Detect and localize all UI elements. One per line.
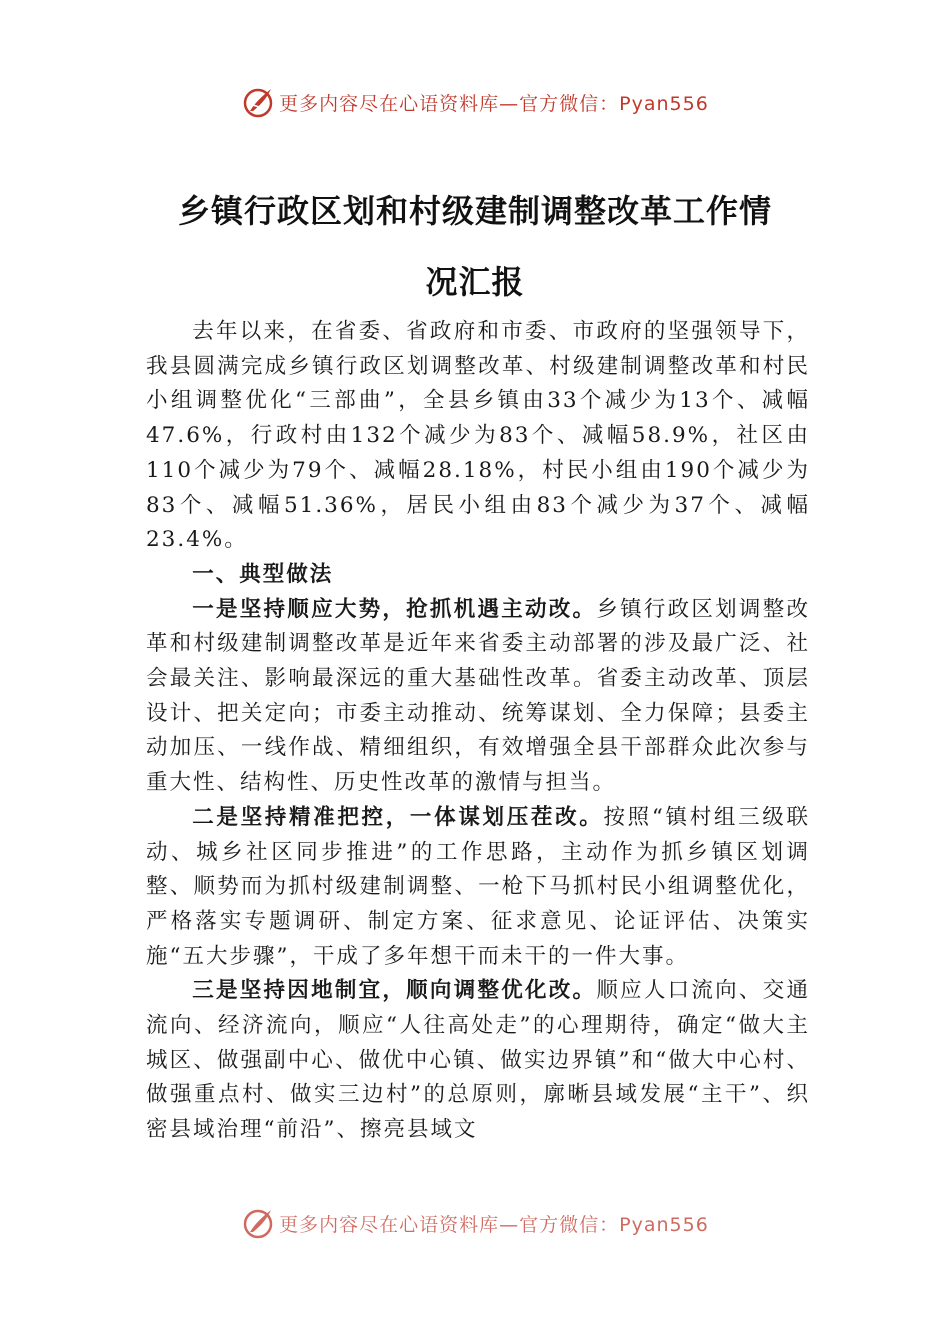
intro-paragraph: 去年以来，在省委、省政府和市委、市政府的坚强领导下，我县圆满完成乡镇行政区划调整改革、村级建制调整改革和村民小组调整优化“三部曲”，全县乡镇由33个减少为13个、减幅47.6%，行政村由132个减少为83个、减幅58.9%，社区由110个减少为79个、减幅28.18%，村民小组由190个减少为83个、减幅51.36%，居民小组由83个减少为37个、减幅23.4%。 xyxy=(146,319,810,553)
item-2-body: 按照“镇村组三级联动、城乡社区同步推进”的工作思路，主动作为抓乡镇区划调整、顺势而为抓村级建制调整、一枪下马抓村民小组调整优化，严格落实专题调研、制定方案、征求意见、论证评估、决策实施“五大步骤”，干成了多年想干而未干的一件大事。 xyxy=(146,804,810,969)
quill-logo-icon xyxy=(241,1206,275,1240)
item-3-lead: 三是坚持因地制宜，顺向调整优化改。 xyxy=(192,978,597,1004)
paragraph-item-2 xyxy=(146,801,810,975)
document-title-line-1: 乡镇行政区划和村级建制调整改革工作情 xyxy=(177,192,772,230)
quill-logo-icon xyxy=(241,85,275,119)
paragraph-item-3 xyxy=(146,974,810,1148)
item-3-body: 顺应人口流向、交通流向、经济流向，顺应“人往高处走”的心理期待，确定“做大主城区、做强副中心、做优中心镇、做实边界镇”和“做大中心村、做强重点村、做实三边村”的总原则，廓晰县域发展“主干”、织密县域治理“前沿”、擦亮县域文 xyxy=(146,978,810,1143)
watermark-header xyxy=(0,82,950,122)
document-title-line-2: 况汇报 xyxy=(425,263,525,301)
document-body xyxy=(146,315,810,1148)
section-heading: 一、典型做法 xyxy=(192,561,334,587)
watermark-text: 更多内容尽在心语资料库—官方微信：Pyan556 xyxy=(279,92,709,115)
watermark-footer xyxy=(0,1203,950,1243)
item-2-lead: 二是坚持精准把控，一体谋划压茬改。 xyxy=(192,804,604,830)
watermark-footer-text: 更多内容尽在心语资料库—官方微信：Pyan556 xyxy=(279,1213,709,1236)
item-1-body: 乡镇行政区划调整改革和村级建制调整改革是近年来省委主动部署的涉及最广泛、社会最关注、影响最深远的重大基础性改革。省委主动改革、顶层设计、把关定向；市委主动推动、统筹谋划、全力保障；县委主动加压、一线作战、精细组织，有效增强全县干部群众此次参与重大性、结构性、历史性改革的激情与担当。 xyxy=(146,596,810,796)
paragraph-item-1 xyxy=(146,593,810,801)
item-1-lead: 一是坚持顺应大势，抢抓机遇主动改。 xyxy=(192,596,597,622)
